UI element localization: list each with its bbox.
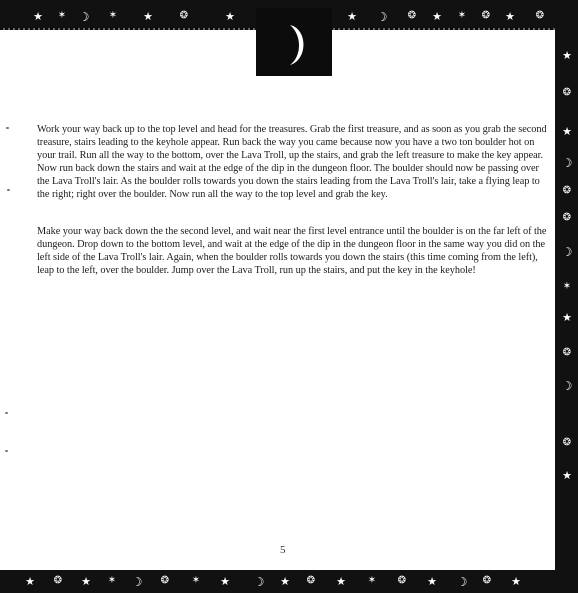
- scan-speck: [6, 127, 9, 129]
- circle-star-icon: ❂: [562, 87, 572, 98]
- star-icon: ★: [562, 49, 572, 62]
- crescent-icon: ☽: [561, 379, 573, 393]
- sparkle-icon: ✶: [562, 281, 572, 292]
- crescent-icon: ☽: [561, 245, 573, 259]
- star-icon: ★: [336, 575, 346, 588]
- crescent-icon: ☽: [456, 575, 468, 589]
- star-icon: ★: [562, 125, 572, 138]
- circle-star-icon: ❂: [481, 10, 491, 21]
- star-icon: ★: [347, 10, 357, 23]
- sparkle-icon: ✶: [57, 10, 67, 21]
- sparkle-icon: ✶: [367, 575, 377, 586]
- circle-star-icon: ❂: [562, 185, 572, 196]
- star-icon: ★: [432, 10, 442, 23]
- scan-speck: [7, 189, 10, 191]
- circle-star-icon: ❂: [562, 437, 572, 448]
- star-icon: ★: [505, 10, 515, 23]
- star-icon: ★: [33, 10, 43, 23]
- star-icon: ★: [220, 575, 230, 588]
- scan-speck: [5, 412, 8, 414]
- star-icon: ★: [427, 575, 437, 588]
- circle-star-icon: ❂: [407, 10, 417, 21]
- star-icon: ★: [25, 575, 35, 588]
- circle-star-icon: ❂: [562, 212, 572, 223]
- crescent-moon-icon: [256, 8, 332, 76]
- crescent-icon: ☽: [78, 10, 90, 24]
- sparkle-icon: ✶: [191, 575, 201, 586]
- star-icon: ★: [81, 575, 91, 588]
- circle-star-icon: ❂: [562, 347, 572, 358]
- circle-star-icon: ❂: [179, 10, 189, 21]
- circle-star-icon: ❂: [482, 575, 492, 586]
- star-icon: ★: [225, 10, 235, 23]
- paragraph-1: Work your way back up to the top level and head for the treasures. Grab the first treasure, and as soon as you grab the second treasure, stairs leading to the keyhole appear. Run back the way you came because now you have a two ton boulder hot on your trail. Run all the way to the bottom, over the Lava Troll, up the stairs, and grab the left treasure to make the key appear. Now run back down the stairs and wait at the edge of the dip in the dungeon floor. The boulder should now be passing over the Lava Troll's lair. As the boulder rolls towards you down the stairs leading from the Lava Troll's lair, take a flying leap to the right; right over the boulder. Now run all the way to the top level and grab the key.: [37, 124, 547, 200]
- page-number: 5: [280, 544, 286, 556]
- sparkle-icon: ✶: [107, 575, 117, 586]
- sparkle-icon: ✶: [108, 10, 118, 21]
- scan-speck: [5, 450, 8, 452]
- circle-star-icon: ❂: [306, 575, 316, 586]
- circle-star-icon: ❂: [53, 575, 63, 586]
- circle-star-icon: ❂: [535, 10, 545, 21]
- crescent-icon: ☽: [253, 575, 265, 589]
- circle-star-icon: ❂: [160, 575, 170, 586]
- star-icon: ★: [280, 575, 290, 588]
- paragraph-2: Make your way back down the the second level, and wait near the first level entrance until the boulder is on the far left of the dungeon. Drop down to the bottom level, and wait at the edge of the dip in the dungeon floor in the same way you did on the left side of the Lava Troll's lair. Again, when the boulder rolls towards you down the stairs (this time coming from the left), leap to the left, over the boulder. Jump over the Lava Troll, run up the stairs, and put the key in the keyhole!: [37, 226, 547, 276]
- crescent-icon: ☽: [561, 156, 573, 170]
- crescent-icon: ☽: [376, 10, 388, 24]
- star-icon: ★: [511, 575, 521, 588]
- circle-star-icon: ❂: [397, 575, 407, 586]
- crescent-icon: ☽: [131, 575, 143, 589]
- star-icon: ★: [562, 469, 572, 482]
- sparkle-icon: ✶: [457, 10, 467, 21]
- star-icon: ★: [143, 10, 153, 23]
- star-icon: ★: [562, 311, 572, 324]
- crescent-moon-tile: [256, 8, 332, 76]
